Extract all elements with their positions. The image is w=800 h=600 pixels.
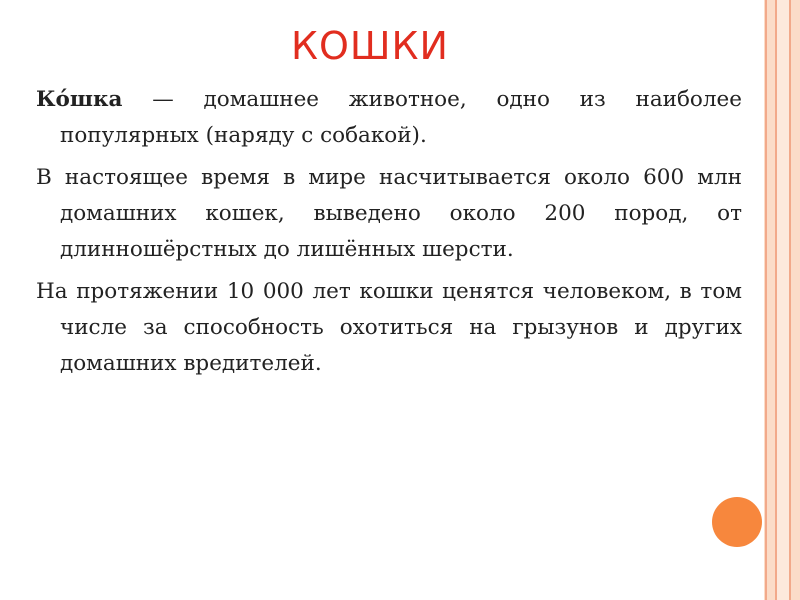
paragraph-definition	[36, 82, 742, 154]
paragraph-text: В настоящее время в мире насчитывается около 600 млн домашних кошек, выведено около 200 пород, от длинношёрстных до лишённых шерсти.	[36, 165, 742, 262]
decorative-border-inner	[777, 0, 789, 600]
decorative-border-line	[765, 0, 767, 600]
slide-title: КОШКИ	[291, 24, 449, 68]
decorative-border-line	[775, 0, 777, 600]
slide-body	[36, 82, 742, 388]
decorative-border-line	[789, 0, 791, 600]
paragraph-text: На протяжении 10 000 лет кошки ценятся человеком, в том числе за способность охотиться на грызунов и других домашних вредителей.	[36, 279, 742, 376]
paragraph-population	[36, 160, 742, 268]
term-cat: Ко́шка	[36, 87, 123, 112]
paragraph-history	[36, 274, 742, 382]
paragraph-text: — домашнее животное, одно из наиболее популярных (наряду с собакой).	[60, 87, 742, 148]
decorative-circle	[712, 497, 762, 547]
